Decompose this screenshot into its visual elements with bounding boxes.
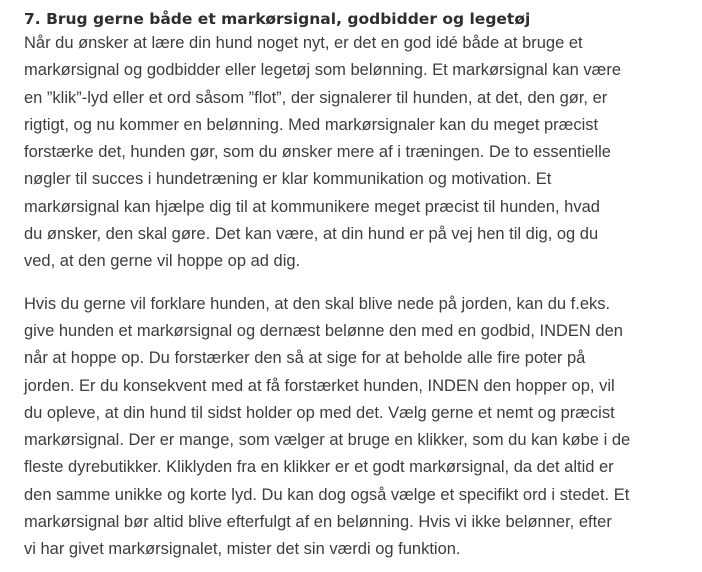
paragraph-line: fleste dyrebutikker. Kliklyden fra en klikker er et godt markørsignal, da det altid er [24,458,614,477]
article-section [24,8,664,564]
paragraph-2 [24,291,664,564]
paragraph-line: markørsignal. Der er mange, som vælger at bruge en klikker, som du kan købe i de [24,431,631,450]
paragraph-line: du opleve, at din hund til sidst holder op med det. Vælg gerne et nemt og præcist [24,403,615,422]
paragraph-line: vi har givet markørsignalet, mister det sin værdi og funktion. [24,540,461,559]
paragraph-line: du ønsker, den skal gøre. Det kan være, at din hund er på vej hen til dig, og du [24,225,599,244]
paragraph-line: den samme unikke og korte lyd. Du kan dog også vælge et specifikt ord i stedet. Et [24,485,630,504]
paragraph-line: jorden. Er du konsekvent med at få forstærket hunden, INDEN den hopper op, vil [24,376,615,395]
paragraph-line: give hunden et markørsignal og dernæst belønne den med en godbid, INDEN den [24,321,623,340]
paragraph-1 [24,30,664,276]
paragraph-line: rigtigt, og nu kommer en belønning. Med markørsignaler kan du meget præcist [24,115,599,134]
paragraph-line: en ”klik”-lyd eller et ord såsom ”flot”, der signalerer til hunden, at det, den gør, er [24,88,608,107]
paragraph-line: nøgler til succes i hundetræning er klar kommunikation og motivation. Et [24,170,552,189]
paragraph-spacer [24,276,664,291]
section-heading: 7. Brug gerne både et markørsignal, godbidder og legetøj [24,10,531,28]
paragraph-line: ved, at den gerne vil hoppe op ad dig. [24,252,301,271]
paragraph-line: forstærke det, hunden gør, som du ønsker mere af i træningen. De to essentielle [24,143,611,162]
paragraph-line: Når du ønsker at lære din hund noget nyt, er det en god idé både at bruge et [24,34,583,52]
paragraph-line: Hvis du gerne vil forklare hunden, at den skal blive nede på jorden, kan du f.eks. [24,294,611,313]
paragraph-line: markørsignal kan hjælpe dig til at kommunikere meget præcist til hunden, hvad [24,197,600,216]
paragraph-line: markørsignal bør altid blive efterfulgt af en belønning. Hvis vi ikke belønner, efter [24,513,612,532]
paragraph-line: markørsignal og godbidder eller legetøj som belønning. Et markørsignal kan være [24,61,622,80]
paragraph-line: når at hoppe op. Du forstærker den så at sige for at beholde alle fire poter på [24,349,586,368]
